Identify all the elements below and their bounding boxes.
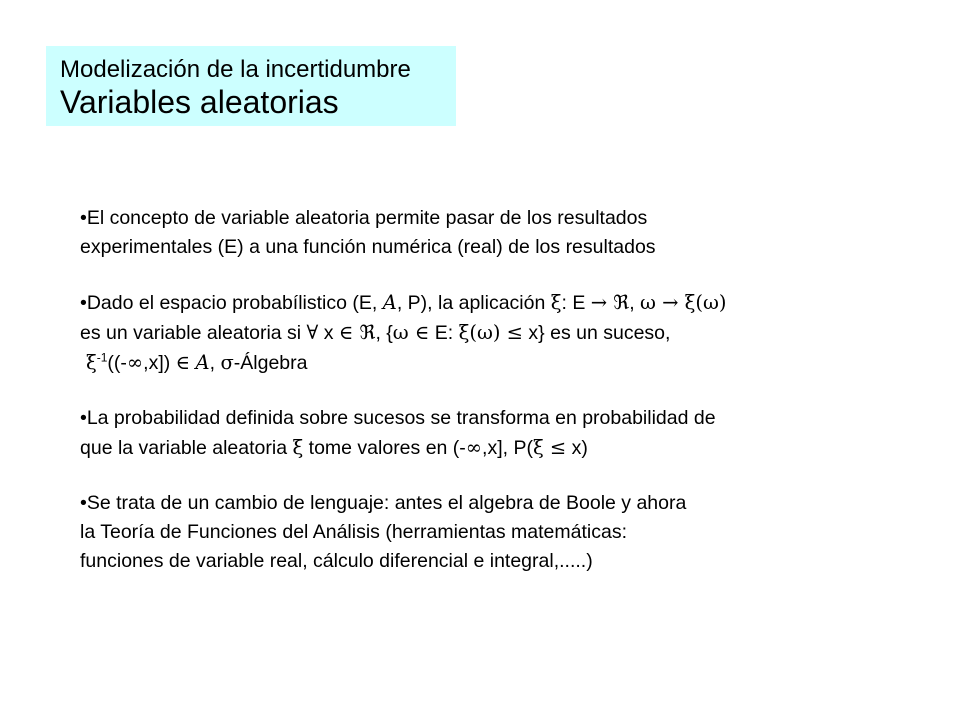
text-segment: , { <box>375 322 393 344</box>
text-line: •Se trata de un cambio de lenguaje: antes el algebra de Boole y ahora <box>80 492 687 514</box>
slide-title: Variables aleatorias <box>60 84 339 120</box>
text-segment: x <box>318 322 339 344</box>
title-box <box>46 46 456 126</box>
math-symbol: ∈ <box>175 351 191 374</box>
text-segment: ,x]) <box>143 352 176 374</box>
text-line <box>80 348 880 378</box>
text-segment: es un variable aleatoria si <box>80 322 307 344</box>
text-line <box>80 288 880 318</box>
text-segment: ,x], P( <box>482 437 533 459</box>
bullet-random-variable-concept <box>80 204 880 262</box>
math-symbol: ξ <box>86 351 97 374</box>
math-symbol: ξ <box>292 436 304 459</box>
sigma-algebra-symbol: A <box>195 351 210 374</box>
text-segment: x) <box>566 437 588 459</box>
text-segment: •Dado el espacio probabílistico (E, <box>80 292 383 314</box>
math-symbol: ∞ <box>126 351 144 374</box>
math-symbol: ω → ξ(ω) <box>640 291 727 314</box>
text-segment: tome valores en (- <box>303 437 466 459</box>
text-line: funciones de variable real, cálculo diferencial e integral,.....) <box>80 550 593 572</box>
text-segment: que la variable aleatoria <box>80 437 293 459</box>
text-segment: , <box>209 352 221 374</box>
text-segment: x} es un suceso, <box>523 322 671 344</box>
sigma-algebra-symbol: A <box>382 291 397 314</box>
bullet-language-change <box>80 489 880 576</box>
slide-content <box>80 204 880 602</box>
text-segment: : E <box>561 292 591 314</box>
text-segment: -Álgebra <box>233 352 308 374</box>
math-symbol: ξ <box>550 291 562 314</box>
text-segment: , <box>629 292 641 314</box>
math-symbol: ∈ ℜ <box>338 321 376 344</box>
bullet-definition <box>80 288 880 378</box>
text-line <box>80 318 880 348</box>
text-segment: E: <box>429 322 459 344</box>
text-segment: ((- <box>107 352 127 374</box>
text-line: experimentales (E) a una función numérica (real) de los resultados <box>80 236 656 258</box>
math-symbol: σ <box>220 351 234 374</box>
bullet-probability-transform <box>80 404 880 463</box>
superscript: -1 <box>96 350 108 365</box>
math-symbol: ξ ≤ <box>532 436 567 459</box>
text-segment: , P), la aplicación <box>396 292 551 314</box>
math-symbol: ξ(ω) ≤ <box>458 321 524 344</box>
text-line: •La probabilidad definida sobre sucesos se transforma en probabilidad de <box>80 407 716 429</box>
math-symbol: ∀ <box>306 321 319 344</box>
text-line <box>80 433 880 463</box>
text-line: la Teoría de Funciones del Análisis (herramientas matemáticas: <box>80 521 627 543</box>
text-line: •El concepto de variable aleatoria permite pasar de los resultados <box>80 207 648 229</box>
math-symbol: → ℜ <box>590 291 630 314</box>
math-symbol: ∞ <box>465 436 483 459</box>
math-symbol: ω ∈ <box>392 321 430 344</box>
slide-subtitle: Modelización de la incertidumbre <box>60 56 411 83</box>
